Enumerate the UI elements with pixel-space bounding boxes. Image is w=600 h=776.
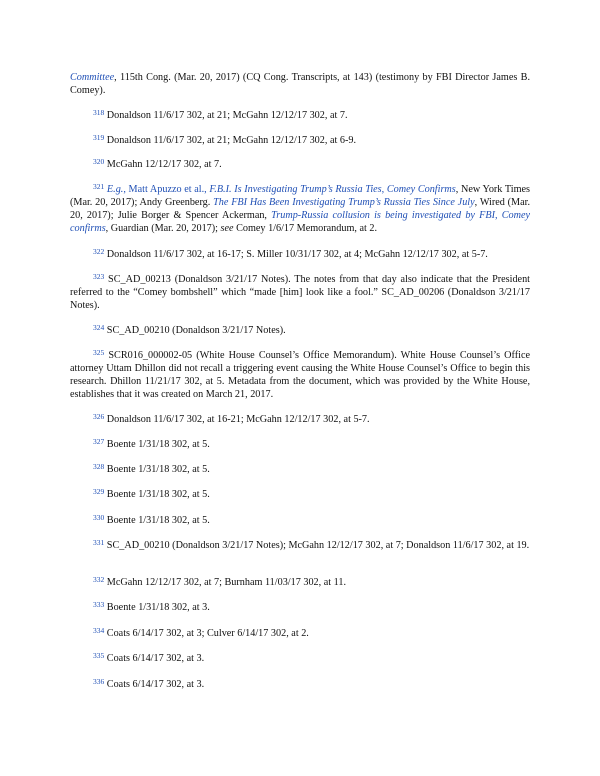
footnote-320: [70, 158, 530, 171]
footnote-325: [70, 349, 530, 401]
footnote-number[interactable]: 324: [93, 323, 105, 332]
footnote-text: Boente 1/31/18 302, at 3.: [104, 602, 210, 613]
footnote-continuation: [70, 71, 530, 97]
footnote-number[interactable]: 335: [93, 651, 105, 660]
footnote-text: Donaldson 11/6/17 302, at 16-17; S. Miller 10/31/17 302, at 4; McGahn 12/12/17 302, at 5-7.: [104, 249, 488, 260]
footnote-text: McGahn 12/12/17 302, at 7; Burnham 11/03/17 302, at 11.: [104, 577, 346, 588]
footnote-text: Boente 1/31/18 302, at 5.: [104, 489, 210, 500]
footnote-link-text[interactable]: The FBI Has Been Investigating Trump’s Russia Ties Since July: [213, 197, 475, 208]
footnote-319: [70, 134, 530, 147]
footnote-329: [70, 488, 530, 501]
footnote-text: see: [220, 223, 234, 234]
footnote-318: [70, 109, 530, 122]
footnote-number[interactable]: 322: [93, 247, 105, 256]
footnote-link-text[interactable]: F.B.I. Is Investigating Trump’s Russia Ties, Comey Confirms: [209, 184, 456, 195]
footnote-link-text[interactable]: E.g.: [106, 184, 124, 195]
footnote-328: [70, 463, 530, 476]
footnote-text: Comey 1/6/17 Memorandum, at 2.: [233, 223, 378, 234]
footnote-text: SC_AD_00210 (Donaldson 3/21/17 Notes); McGahn 12/12/17 302, at 7; Donaldson 11/6/17 302, at 19.: [104, 540, 530, 551]
footnote-323: [70, 273, 530, 312]
footnote-number[interactable]: 330: [93, 513, 105, 522]
footnote-335: [70, 652, 530, 665]
footnote-331: [70, 539, 530, 552]
footnote-text: , Guardian (Mar. 20, 2017);: [105, 223, 221, 234]
footnote-text: , Wired (Mar. 20, 2017); Julie Borger & Spencer Ackerman,: [70, 197, 531, 221]
footnote-number[interactable]: 323: [93, 272, 105, 281]
footnote-number[interactable]: 331: [93, 538, 105, 547]
footnote-text: Donaldson 11/6/17 302, at 16-21; McGahn 12/12/17 302, at 5-7.: [104, 414, 370, 425]
footnote-321: [70, 183, 530, 235]
footnote-number[interactable]: 332: [93, 575, 105, 584]
footnote-number[interactable]: 334: [93, 626, 105, 635]
footnote-text: , 115th Cong. (Mar. 20, 2017) (CQ Cong. Transcripts, at 143) (testimony by FBI Director James B. Comey).: [70, 72, 530, 96]
footnote-number[interactable]: 325: [93, 348, 105, 357]
footnote-text: McGahn 12/12/17 302, at 7.: [104, 159, 222, 170]
footnote-336: [70, 678, 530, 691]
footnote-322: [70, 248, 530, 261]
footnote-number[interactable]: 328: [93, 462, 105, 471]
footnote-text: Boente 1/31/18 302, at 5.: [104, 515, 210, 526]
footnote-text: Donaldson 11/6/17 302, at 21; McGahn 12/12/17 302, at 7.: [104, 110, 348, 121]
footnote-number[interactable]: 333: [93, 600, 105, 609]
footnote-330: [70, 514, 530, 527]
footnote-number[interactable]: 319: [93, 133, 105, 142]
footnote-text: Boente 1/31/18 302, at 5.: [104, 464, 210, 475]
footnote-text: SC_AD_00210 (Donaldson 3/21/17 Notes).: [104, 325, 286, 336]
footnote-327: [70, 438, 530, 451]
footnote-text: Coats 6/14/17 302, at 3.: [104, 679, 205, 690]
footnote-text: Boente 1/31/18 302, at 5.: [104, 439, 210, 450]
footnote-link-text[interactable]: , Matt Apuzzo et al.,: [123, 184, 210, 195]
footnote-link-text[interactable]: Committee: [70, 72, 115, 83]
footnote-number[interactable]: 321: [93, 182, 105, 191]
footnote-number[interactable]: 327: [93, 437, 105, 446]
footnote-334: [70, 627, 530, 640]
footnote-text: , New York Times (Mar. 20, 2017); Andy Greenberg.: [70, 184, 530, 208]
footnote-number[interactable]: 329: [93, 487, 105, 496]
footnote-number[interactable]: 320: [93, 157, 105, 166]
footnote-number[interactable]: 318: [93, 108, 105, 117]
footnote-link-text[interactable]: Trump-Russia collusion is being investigated by FBI, Comey confirms: [70, 210, 530, 234]
footnote-text: SC_AD_00213 (Donaldson 3/21/17 Notes). The notes from that day also indicate that the President referred to the “Comey bombshell” which “made [him] look like a fool.” SC_AD_00206 (Donaldson 3/21/17 Notes).: [70, 274, 530, 311]
footnote-number[interactable]: 336: [93, 677, 105, 686]
footnote-333: [70, 601, 530, 614]
footnote-number[interactable]: 326: [93, 412, 105, 421]
footnote-324: [70, 324, 530, 337]
footnote-text: Coats 6/14/17 302, at 3; Culver 6/14/17 302, at 2.: [104, 628, 309, 639]
footnote-text: Donaldson 11/6/17 302, at 21; McGahn 12/12/17 302, at 6-9.: [104, 135, 356, 146]
footnote-text: Coats 6/14/17 302, at 3.: [104, 653, 205, 664]
footnote-332: [70, 576, 530, 589]
footnote-text: SCR016_000002-05 (White House Counsel’s Office Memorandum). White House Counsel’s Office attorney Uttam Dhillon did not recall a triggering event causing the White House Counsel’s Office to begin this research. Dhillon 11/21/17 302, at 5. Metadata from the document, which was provided by the White House, establishes that it was created on March 21, 2017.: [70, 350, 530, 400]
footnote-326: [70, 413, 530, 426]
